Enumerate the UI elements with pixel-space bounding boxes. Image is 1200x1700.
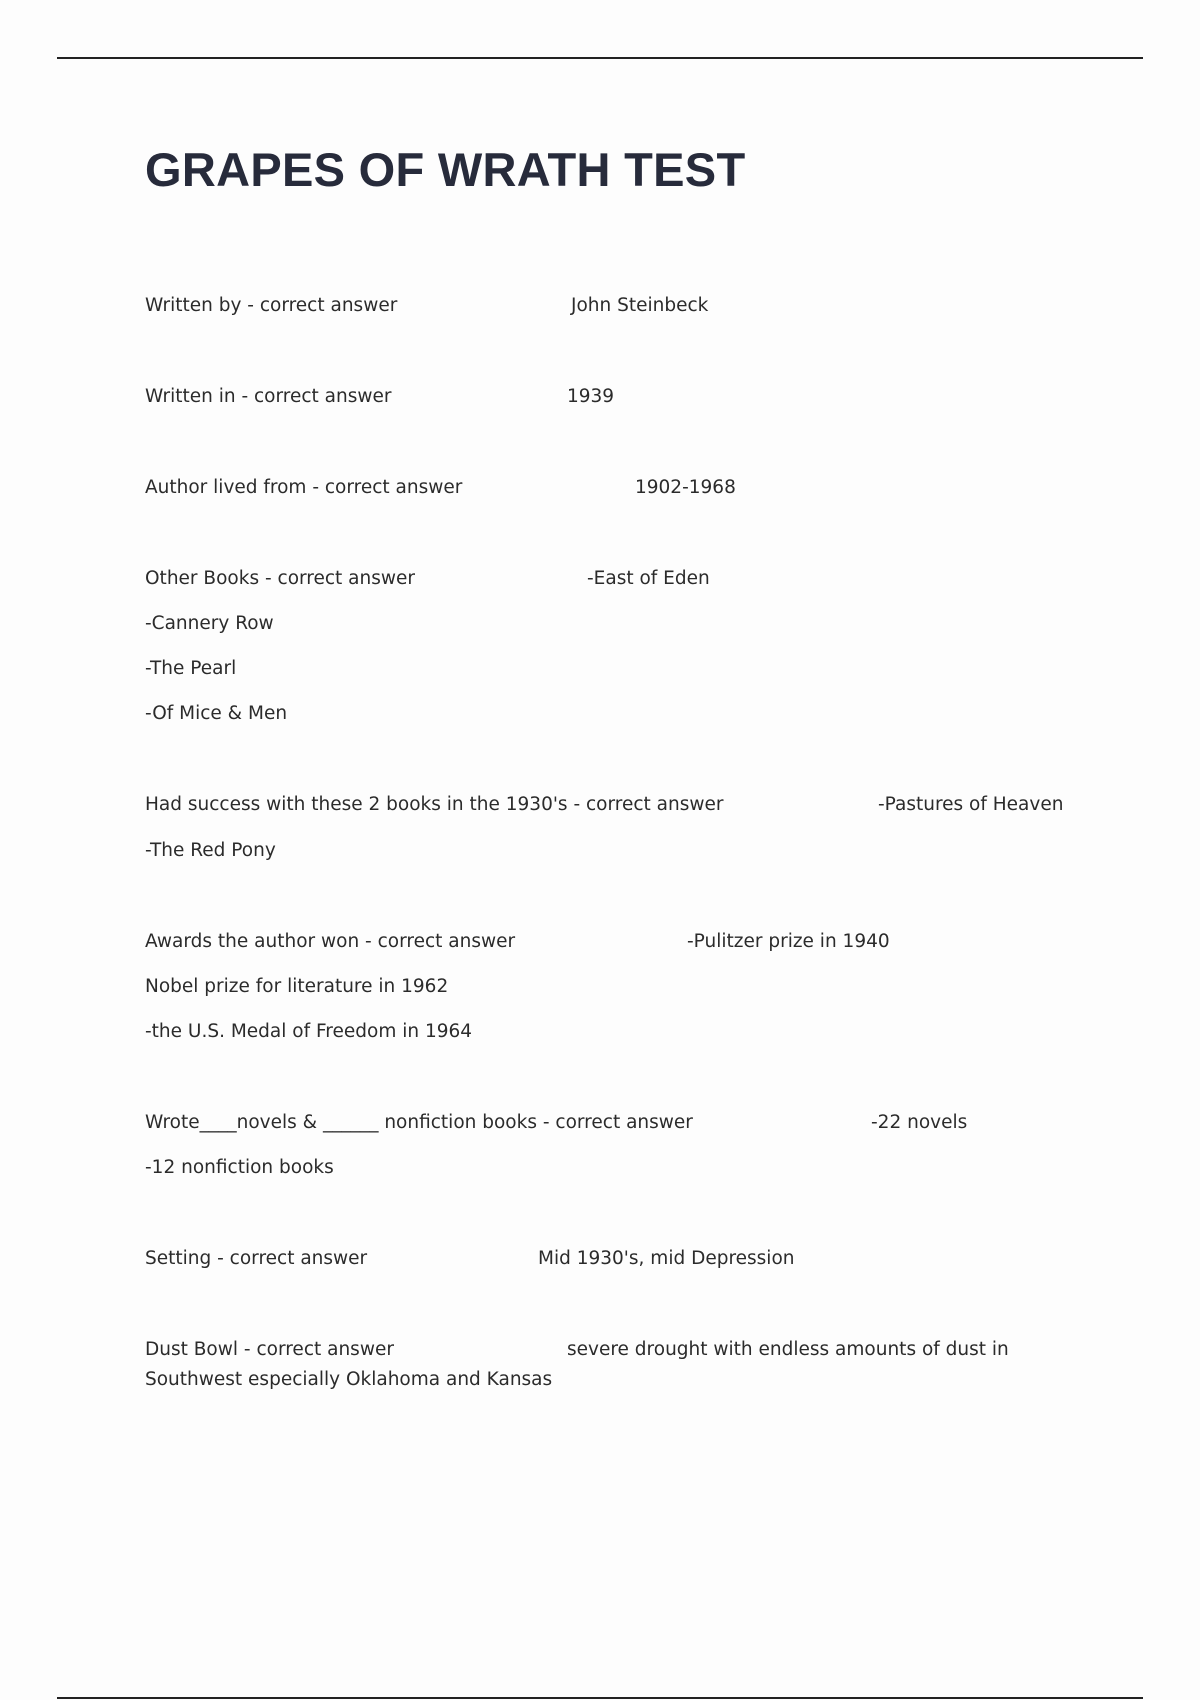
card-answer-continued: -Of Mice & Men (145, 703, 288, 724)
card-answer: -Pulitzer prize in 1940 (687, 931, 890, 952)
card-term: Had success with these 2 books in the 1930's - correct answer (145, 794, 724, 815)
card-answer: -Pastures of Heaven (878, 794, 1064, 815)
card-answer-continued: -The Red Pony (145, 840, 276, 861)
card-term: Written in - correct answer (145, 386, 392, 407)
bottom-rule (57, 1697, 1143, 1699)
card-term: Wrote____novels & ______ nonfiction books - correct answer (145, 1112, 693, 1133)
card-answer-continued: -The Pearl (145, 658, 237, 679)
page-title: GRAPES OF WRATH TEST (145, 143, 746, 196)
card-term: Dust Bowl - correct answer (145, 1339, 394, 1360)
card-answer: 1902-1968 (635, 477, 736, 498)
card-term: Setting - correct answer (145, 1248, 368, 1269)
card-answer-continued: Nobel prize for literature in 1962 (145, 976, 449, 997)
card-answer: -East of Eden (587, 568, 710, 589)
card-answer: Mid 1930's, mid Depression (538, 1248, 795, 1269)
card-answer-continued: Southwest especially Oklahoma and Kansas (145, 1369, 553, 1390)
card-term: Awards the author won - correct answer (145, 931, 516, 952)
card-term: Author lived from - correct answer (145, 477, 463, 498)
card-term: Written by - correct answer (145, 295, 398, 316)
card-answer-continued: -Cannery Row (145, 613, 274, 634)
card-term: Other Books - correct answer (145, 568, 416, 589)
top-rule (57, 57, 1143, 59)
card-answer-continued: -12 nonfiction books (145, 1157, 334, 1178)
card-answer: -22 novels (871, 1112, 968, 1133)
card-answer: John Steinbeck (571, 295, 709, 316)
card-answer: 1939 (567, 386, 615, 407)
card-answer: severe drought with endless amounts of dust in (567, 1339, 1009, 1360)
card-answer-continued: -the U.S. Medal of Freedom in 1964 (145, 1021, 473, 1042)
